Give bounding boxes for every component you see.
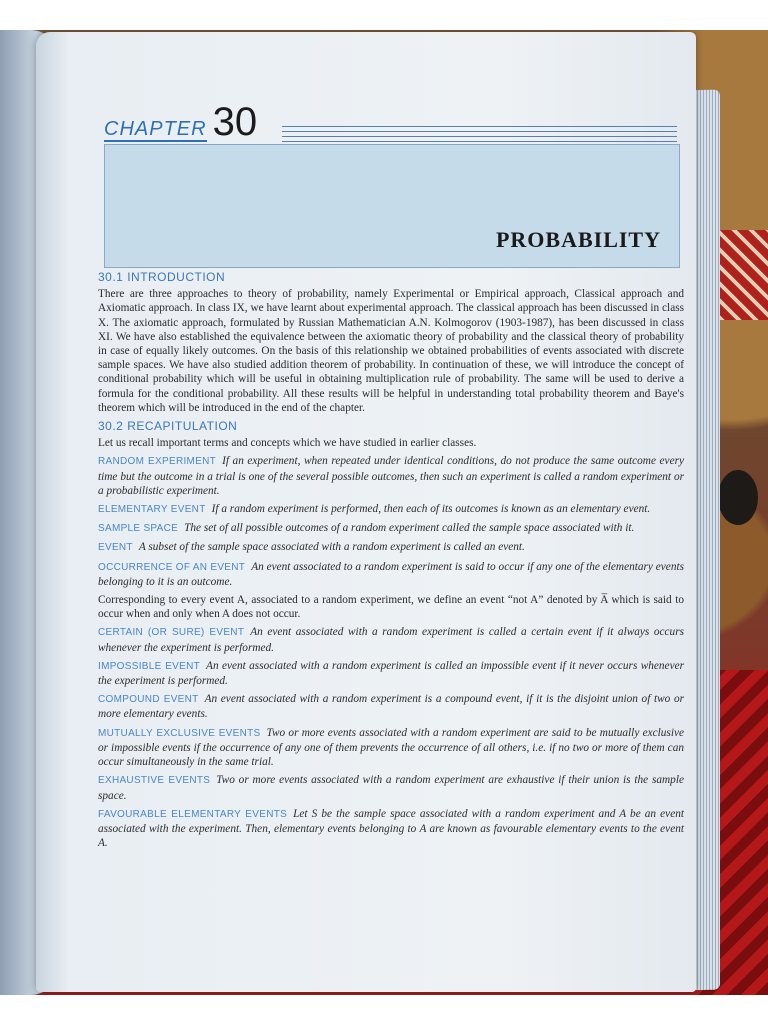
definition-text: An event associated to a random experiment is said to occur if any one of the elementary events belonging to it is an outcome. <box>98 560 685 588</box>
definition-text: Two or more events associated with a random experiment are said to be mutually exclusive or impossible events if the occurrence of any one of them prevents the occurrence of all others, i.e. if no two or more of them can occur simultaneously in the same trial. <box>98 726 684 769</box>
definition-term: COMPOUND EVENT <box>98 694 199 706</box>
definition-item <box>98 773 684 802</box>
definition-item <box>98 659 684 688</box>
not-event-note: Corresponding to every event A, associated to a random experiment, we define an event “not A” denoted by A̅ which is said to occur when and only when A does not occur. <box>98 594 684 621</box>
definition-text: A subset of the sample space associated with a random experiment is called an event. <box>138 541 525 554</box>
definition-item <box>98 521 684 536</box>
photo-background <box>0 30 768 995</box>
chapter-number: 30 <box>212 100 258 144</box>
definition-term: OCCURRENCE OF AN EVENT <box>98 561 246 573</box>
definition-term: FAVOURABLE ELEMENTARY EVENTS <box>98 808 288 820</box>
definition-text: If an experiment, when repeated under identical conditions, do not produce the same outcome every time but the outcome in a trial is one of the several possible outcomes, then such an experiment is called a random experiment or a probabilistic experiment. <box>98 455 684 497</box>
chapter-label: CHAPTER <box>104 118 207 140</box>
definition-term: ELEMENTARY EVENT <box>98 504 206 516</box>
definition-term: MUTUALLY EXCLUSIVE EVENTS <box>98 727 261 739</box>
book-page <box>36 32 696 992</box>
definition-text: Two or more events associated with a random experiment are exhaustive if their union is the sample space. <box>98 774 684 802</box>
definition-term: SAMPLE SPACE <box>98 523 179 535</box>
recapitulation-paragraph: Let us recall important terms and concepts which we have studied in earlier classes. <box>98 437 477 450</box>
chapter-title: PROBABILITY <box>495 227 661 252</box>
definition-text: If a random experiment is performed, then each of its outcomes is known as an elementary event. <box>211 503 651 516</box>
definition-item <box>98 502 684 517</box>
definition-text: An event associated with a random experiment is called an impossible event if it never occurs whenever the experiment is performed. <box>98 659 684 688</box>
definition-term: IMPOSSIBLE EVENT <box>98 660 201 672</box>
definition-item <box>98 692 684 721</box>
definition-term: EXHAUSTIVE EVENTS <box>98 775 211 787</box>
chapter-tag <box>104 100 257 142</box>
definition-term: CERTAIN (OR SURE) EVENT <box>98 627 245 639</box>
definition-text: An event associated with a random experiment is a compound event, if it is the disjoint union of two or more elementary events. <box>98 693 684 721</box>
definition-item <box>98 807 684 851</box>
definition-term: RANDOM EXPERIMENT <box>98 456 217 468</box>
definition-text: An event associated with a random experiment is called a certain event if it always occurs whenever the experiment is performed. <box>98 626 684 654</box>
definition-term: EVENT <box>98 542 133 554</box>
definition-item <box>98 560 684 589</box>
definition-item <box>98 540 684 555</box>
definition-item <box>98 625 684 654</box>
section-heading-introduction: 30.1 INTRODUCTION <box>98 270 226 284</box>
title-band <box>104 144 680 268</box>
fabric-motif <box>718 470 758 525</box>
page-content <box>98 266 684 854</box>
introduction-paragraph: There are three approaches to theory of probability, namely Experimental or Empirical approach, Classical approach and Axiomatic approach. In class IX, we have learnt about experimental approach. The classical approach has been discussed in class X. The axiomatic approach, formulated by Russian Mathematician A.N. Kolmogorov (1903-1987), has been discussed in class XI. We have also established the equivalence between the axiomatic theory of probability and the classical theory of probability in case of equally likely outcomes. On the basis of this relationship we obtained probabilities of events associated with discrete sample spaces. We have also studied addition theorem of probability. In continuation of these, we will introduce the concept of conditional probability which will be useful in obtaining multiplication rule of probability. The same will be used to derive a formula for the conditional probability. All these results will be helpful in understanding total probability theorem and Baye's theorem which will be introduced in the end of the chapter. <box>98 288 684 414</box>
definition-item <box>98 726 684 770</box>
definition-text: Let S be the sample space associated with a random experiment and A be an event associated with the experiment. Then, elementary events belonging to A are known as favourable elementary events to the event A. <box>98 807 684 850</box>
section-heading-recapitulation: 30.2 RECAPITULATION <box>98 419 238 434</box>
definition-item <box>98 454 684 498</box>
definition-text: The set of all possible outcomes of a random experiment called the sample space associated with it. <box>184 522 635 535</box>
